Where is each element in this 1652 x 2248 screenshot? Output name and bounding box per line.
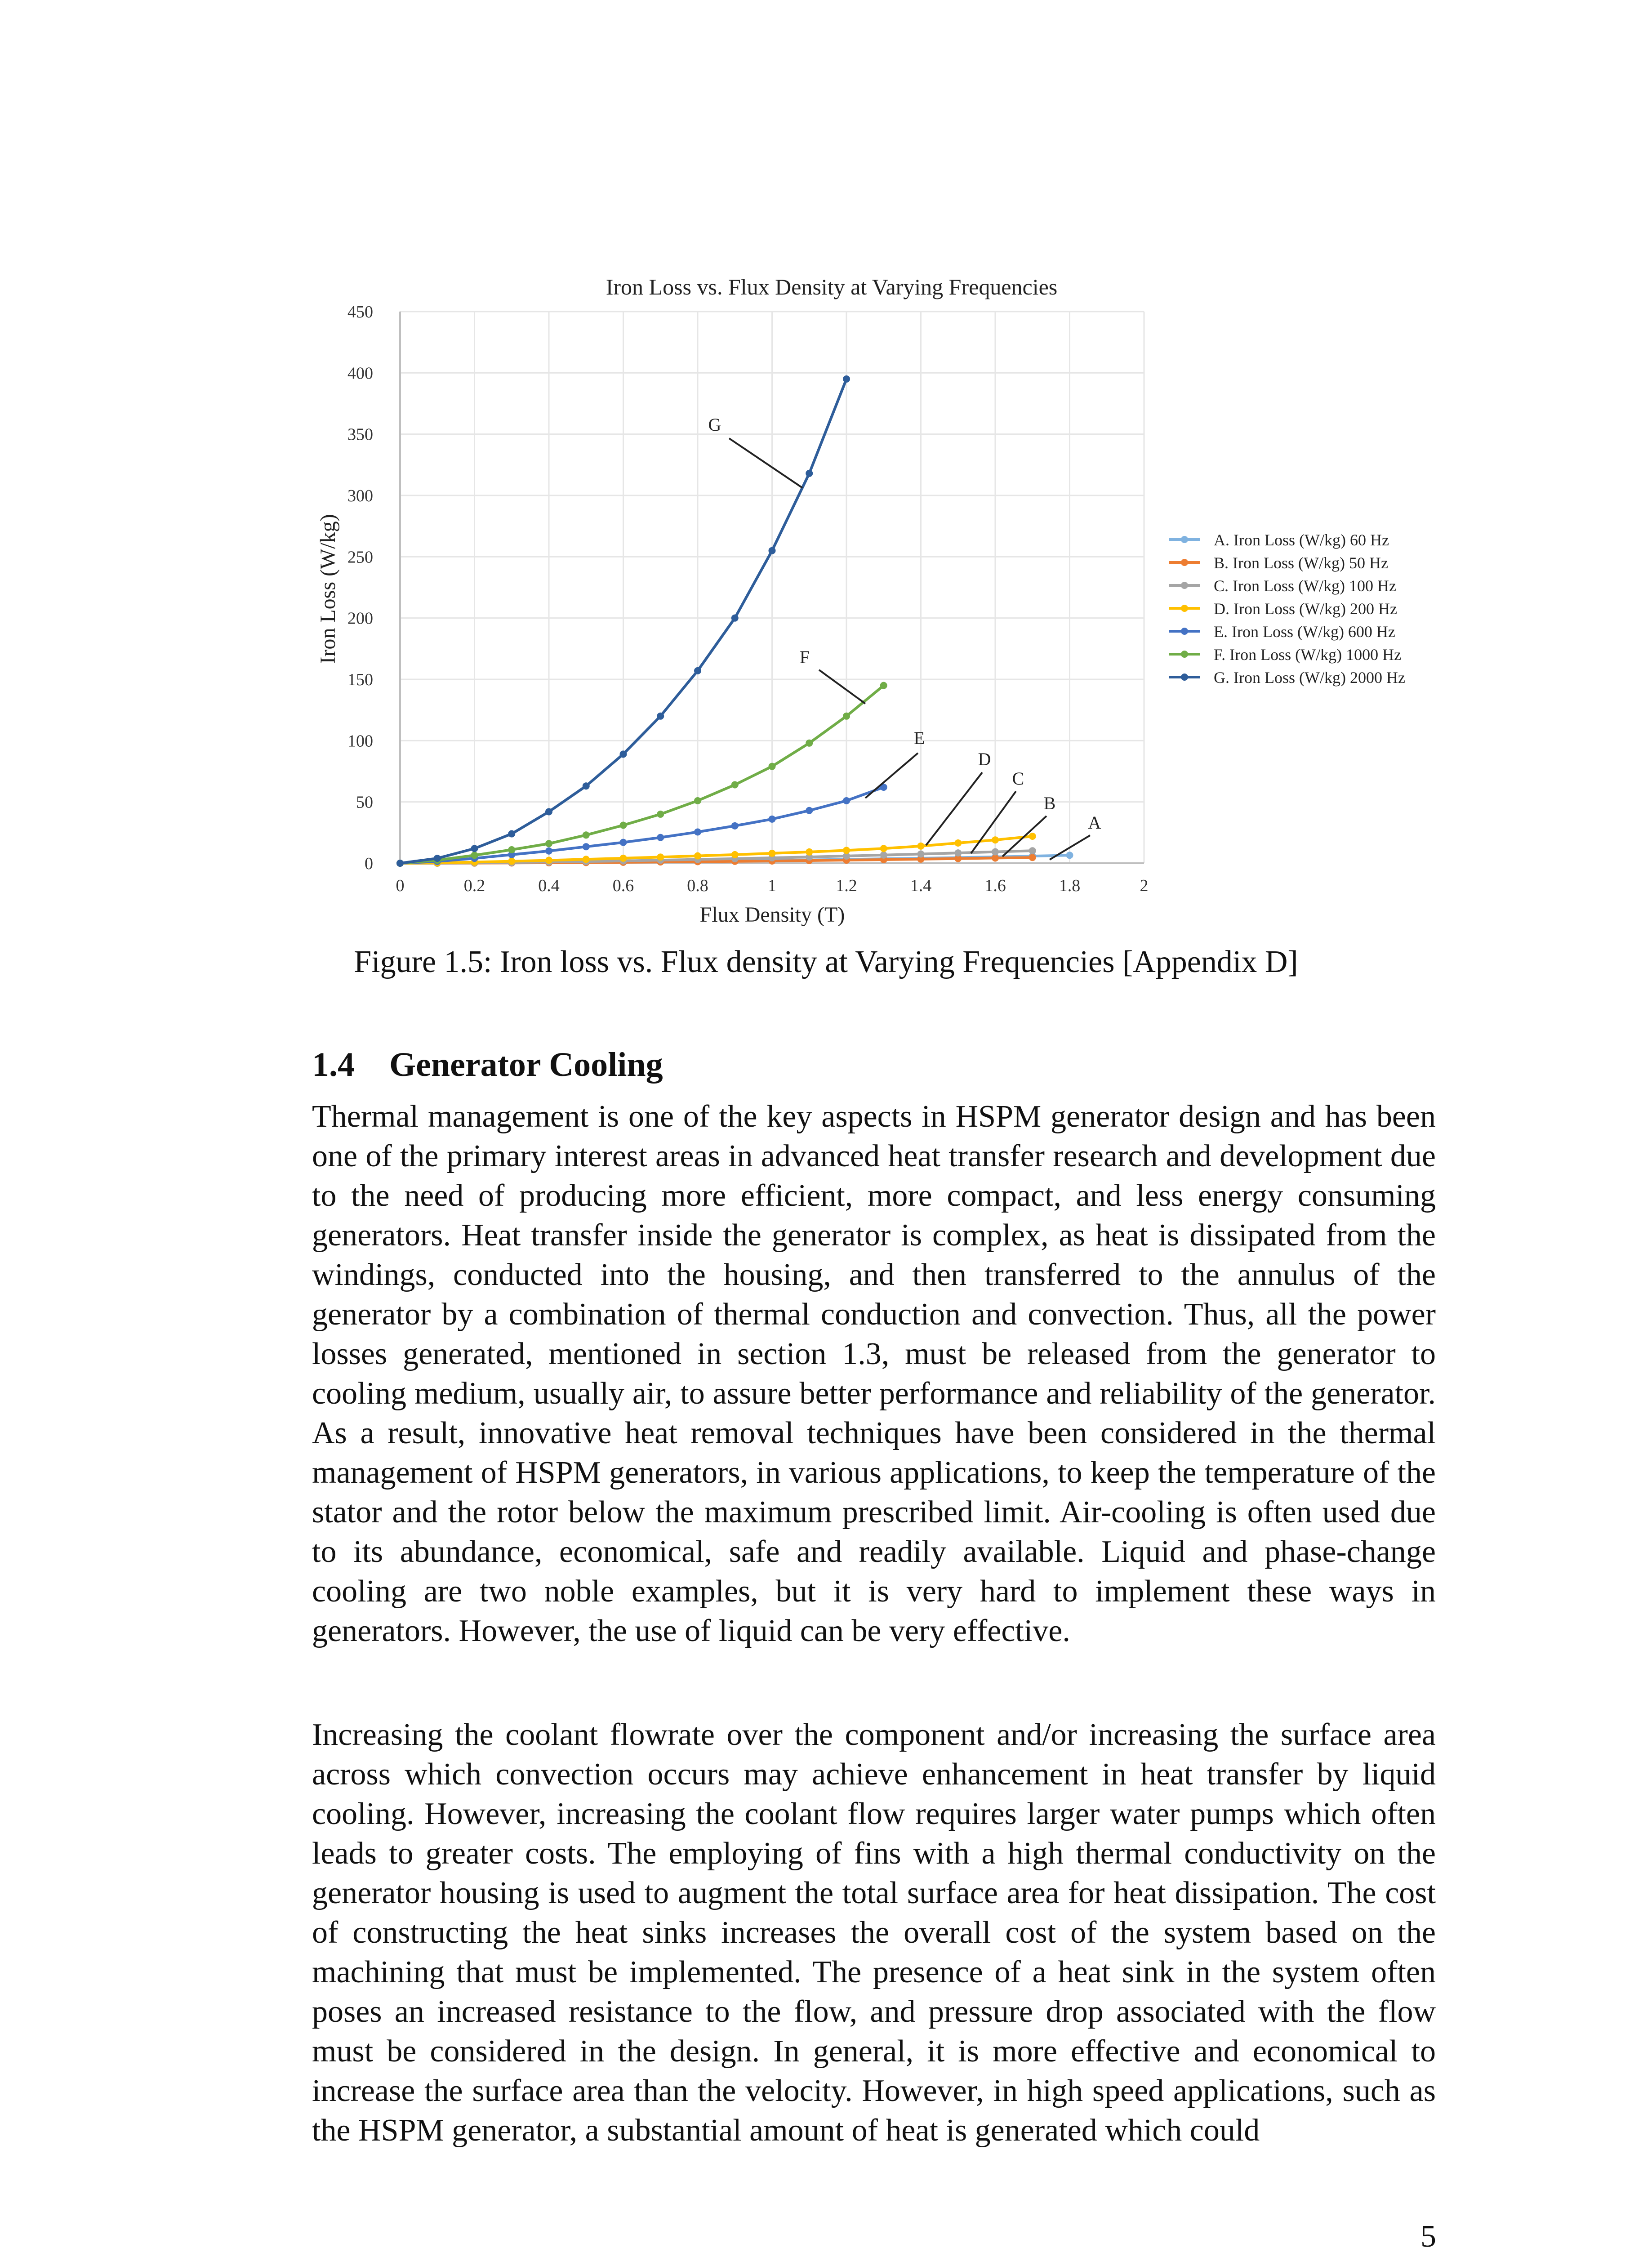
legend-swatch-marker [1181, 651, 1188, 658]
legend-swatch-marker [1181, 559, 1188, 566]
y-tick-label: 400 [347, 364, 373, 383]
y-axis-label: Iron Loss (W/kg) [316, 514, 340, 664]
x-tick-label: 1 [768, 876, 776, 895]
data-point [769, 547, 776, 554]
legend-swatch-marker [1181, 536, 1188, 543]
data-point [806, 740, 813, 747]
series-callout-label: F [799, 647, 810, 667]
legend-swatch-marker [1181, 582, 1188, 589]
data-point [545, 808, 552, 815]
legend-swatch-marker [1181, 674, 1188, 681]
callout-leader-line [729, 438, 802, 488]
data-point [880, 682, 887, 689]
y-tick-label: 100 [347, 731, 373, 751]
data-point [657, 713, 664, 720]
legend-entry: B. Iron Loss (W/kg) 50 Hz [1214, 554, 1388, 572]
y-tick-label: 350 [347, 425, 373, 444]
y-tick-label: 450 [347, 303, 373, 321]
data-point [583, 843, 590, 850]
figure-caption: Figure 1.5: Iron loss vs. Flux density at Varying Frequencies [Appendix D] [354, 945, 1298, 979]
x-tick-label: 0.6 [612, 876, 634, 895]
data-point [992, 848, 999, 856]
data-point [843, 713, 850, 720]
data-point [843, 797, 850, 804]
legend-swatch-marker [1181, 605, 1188, 612]
x-tick-label: 0.2 [463, 876, 485, 895]
data-point [657, 834, 664, 841]
data-point [1029, 833, 1036, 840]
legend-entry: G. Iron Loss (W/kg) 2000 Hz [1214, 669, 1405, 687]
data-point [583, 856, 590, 863]
data-point [545, 856, 552, 864]
section-title: Generator Cooling [389, 1046, 663, 1084]
data-point [880, 845, 887, 852]
y-tick-label: 300 [347, 486, 373, 505]
data-point [806, 848, 813, 856]
section-number: 1.4 [312, 1046, 355, 1084]
callout-leader-line [926, 772, 982, 845]
data-point [954, 839, 962, 847]
y-tick-label: 250 [347, 548, 373, 567]
data-point [545, 847, 552, 855]
chart-figure [0, 0, 1652, 953]
data-point [769, 763, 776, 770]
y-tick-label: 50 [356, 793, 373, 812]
data-point [471, 852, 478, 859]
data-point [731, 822, 739, 830]
series-callout-label: G [708, 415, 721, 435]
data-point [694, 852, 701, 860]
data-point [620, 821, 627, 829]
data-point [471, 845, 478, 852]
legend-entry: E. Iron Loss (W/kg) 600 Hz [1214, 623, 1395, 641]
x-tick-label: 1.6 [984, 876, 1006, 895]
data-point [917, 843, 925, 850]
data-point [434, 855, 441, 862]
data-point [954, 849, 962, 856]
series-line [400, 686, 884, 863]
data-point [583, 831, 590, 839]
data-point [1029, 854, 1036, 861]
series-callout-label: C [1012, 768, 1024, 789]
data-point [1029, 847, 1036, 854]
x-tick-label: 0.4 [538, 876, 560, 895]
data-point [731, 615, 739, 622]
data-point [620, 855, 627, 862]
data-point [657, 853, 664, 861]
legend-entry: F. Iron Loss (W/kg) 1000 Hz [1214, 646, 1402, 664]
callout-leader-line [865, 753, 918, 798]
callout-leader-line [819, 670, 865, 704]
x-tick-label: 1.8 [1059, 876, 1081, 895]
data-point [806, 470, 813, 477]
data-point [694, 828, 701, 835]
legend-entry: C. Iron Loss (W/kg) 100 Hz [1214, 577, 1396, 595]
data-point [1066, 852, 1073, 859]
iron-loss-chart [0, 0, 1652, 953]
data-point [769, 850, 776, 857]
data-point [620, 750, 627, 758]
section-heading [312, 1045, 663, 1084]
data-point [508, 858, 515, 865]
data-point [508, 846, 515, 853]
x-tick-label: 2 [1140, 876, 1149, 895]
data-point [731, 851, 739, 858]
x-axis-label: Flux Density (T) [699, 903, 845, 927]
data-point [694, 797, 701, 804]
data-point [917, 851, 925, 858]
series-callout-label: B [1043, 793, 1056, 813]
y-tick-label: 150 [347, 670, 373, 689]
body-paragraph: Increasing the coolant flowrate over the component and/or increasing the surface area across which convection occurs may achieve enhancement in heat transfer by liquid cooling. However, increasing the coolant flow requires larger water pumps which often leads to greater costs. The employing of fins with a high thermal conductivity on the generator housing is used to augment the total surface area for heat dissipation. The cost of constructing the heat sinks increases the overall cost of the system based on the machining that must be implemented. The presence of a heat sink in the system often poses an increased resistance to the flow, and pressure drop associated with the flow must be considered in the design. In general, it is more effective and economical to increase the surface area than the velocity. However, in high speed applications, such as the HSPM generator, a substantial amount of heat is generated which could [312, 1717, 1436, 2148]
page-number: 5 [1420, 2219, 1436, 2248]
data-point [843, 375, 850, 383]
data-point [806, 807, 813, 814]
chart-title: Iron Loss vs. Flux Density at Varying Frequencies [606, 274, 1058, 299]
data-point [992, 836, 999, 843]
data-point [620, 839, 627, 846]
x-tick-label: 1.4 [910, 876, 932, 895]
series-callout-label: E [913, 728, 925, 748]
data-point [694, 667, 701, 674]
x-tick-label: 0.8 [687, 876, 708, 895]
data-point [843, 847, 850, 854]
legend-entry: D. Iron Loss (W/kg) 200 Hz [1214, 600, 1397, 618]
x-tick-label: 1.2 [836, 876, 857, 895]
series-callout-label: D [978, 749, 991, 769]
data-point [731, 781, 739, 788]
legend-entry: A. Iron Loss (W/kg) 60 Hz [1214, 531, 1389, 549]
data-point [769, 816, 776, 823]
body-paragraph: Thermal management is one of the key aspects in HSPM generator design and has been one of the primary interest areas in advanced heat transfer research and development due to the need of producing more efficient, more compact, and less energy consuming generators. Heat transfer inside the generator is complex, as heat is dissipated from the windings, conducted into the housing, and then transferred to the annulus of the generator by a combination of thermal conduction and convection. Thus, all the power losses generated, mentioned in section 1.3, must be released from the generator to cooling medium, usually air, to assure better performance and reliability of the generator. As a result, innovative heat removal techniques have been considered in the thermal management of HSPM generators, in various applications, to keep the temperature of the stator and the rotor below the maximum prescribed limit. Air-cooling is often used due to its abundance, economical, safe and readily available. Liquid and phase-change cooling are two noble examples, but it is very hard to implement these ways in generators. However, the use of liquid can be very effective. [312, 1099, 1436, 1648]
data-point [396, 860, 404, 867]
callout-leader-line [971, 791, 1016, 853]
legend-swatch-marker [1181, 628, 1188, 635]
y-tick-label: 0 [365, 854, 373, 873]
series-callout-label: A [1088, 812, 1101, 833]
data-point [545, 840, 552, 847]
data-point [992, 854, 999, 861]
x-tick-label: 0 [396, 876, 405, 895]
y-tick-label: 200 [347, 609, 373, 628]
data-point [880, 852, 887, 859]
data-point [657, 811, 664, 818]
data-point [583, 782, 590, 789]
data-point [508, 830, 515, 838]
